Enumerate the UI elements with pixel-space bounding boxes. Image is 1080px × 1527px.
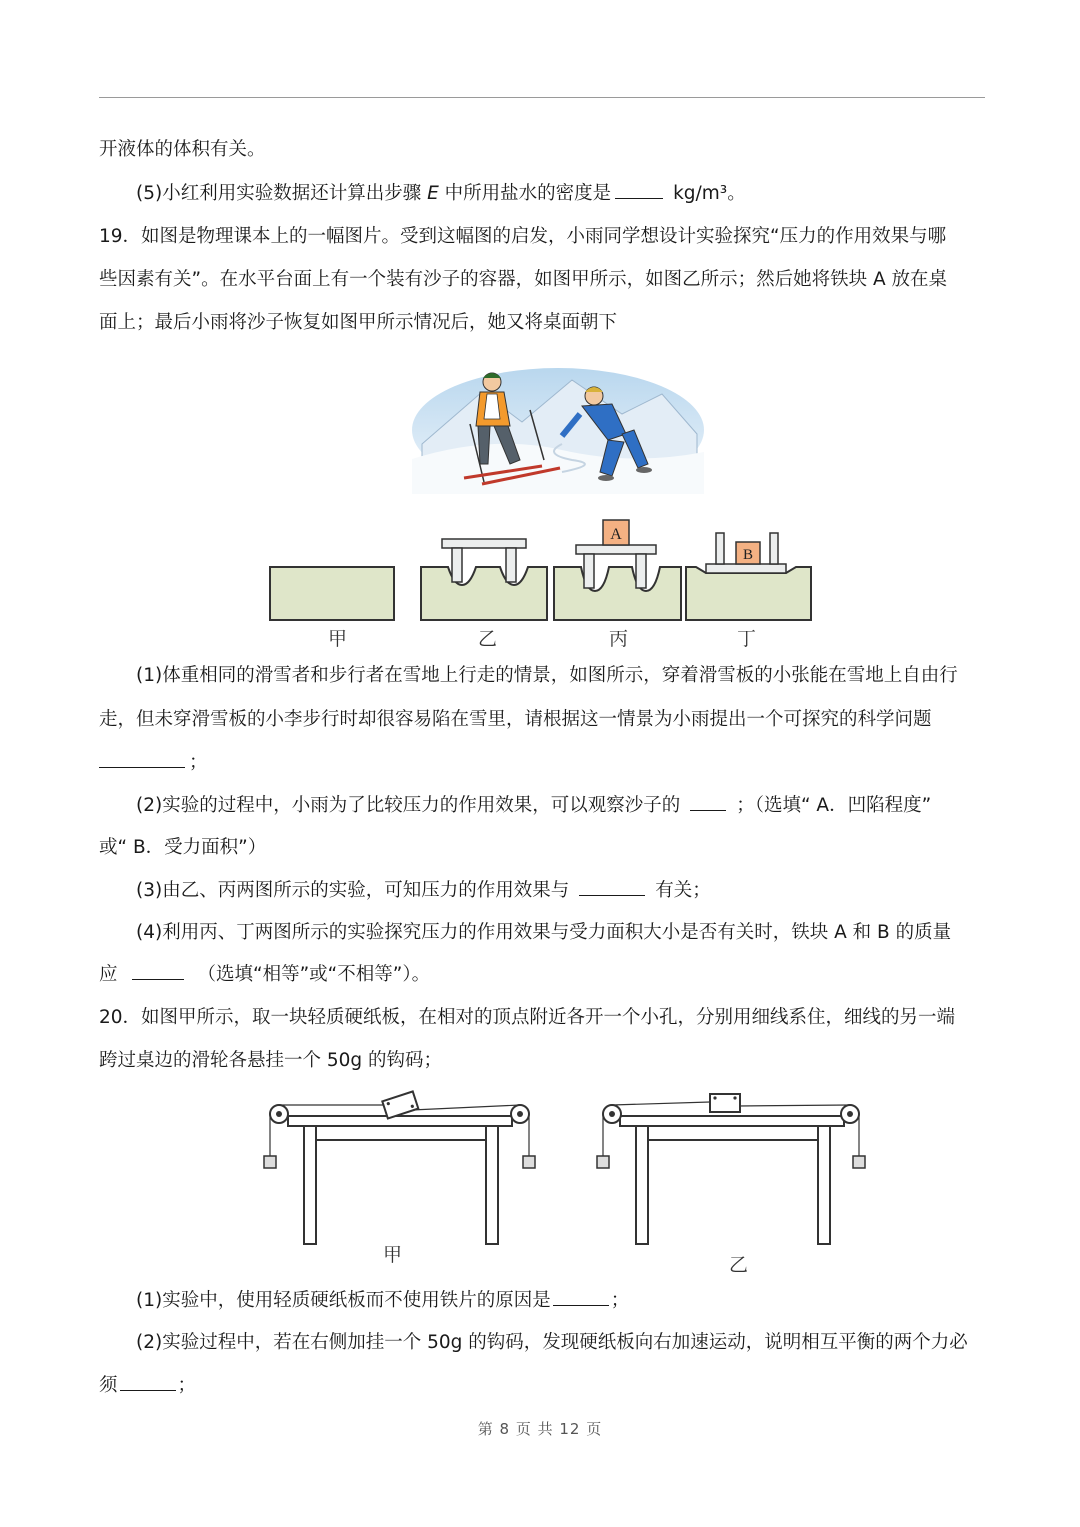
sand-experiment-figure <box>266 515 816 655</box>
answer-blank[interactable] <box>99 749 185 768</box>
q20-part2-line1: (2)实验过程中，若在右侧加挂一个 50g 的钩码，发现硬纸板向右加速运动，说明相互平衡的两个力必 <box>136 1332 968 1353</box>
q20-stem-line1: 20．如图甲所示，取一块轻质硬纸板，在相对的顶点附近各开一个小孔，分别用细线系住，细线的另一端 <box>99 1007 956 1028</box>
label-jia: 甲 <box>328 628 348 650</box>
q19-part3: (3)由乙、丙两图所示的实验，可知压力的作用效果与 有关； <box>136 877 1026 905</box>
q19-stem-line3: 面上；最后小雨将沙子恢复如图甲所示情况后，她又将桌面朝下 <box>99 312 618 333</box>
q18-part5: (5)小红利用实验数据还计算出步骤 E 中所用盐水的密度是 kg/m³。 <box>136 180 1026 208</box>
answer-blank[interactable] <box>553 1287 609 1306</box>
q19-stem-line2: 些因素有关”。在水平台面上有一个装有沙子的容器，如图甲所示，如图乙所示；然后她将铁块 A 放在桌 <box>99 269 948 290</box>
q20-stem-line2: 跨过桌边的滑轮各悬挂一个 50g 的钩码； <box>99 1050 443 1071</box>
q19-part1-line3: ； <box>99 749 989 777</box>
label-bing: 丙 <box>609 628 629 650</box>
pulley-table-figure <box>258 1090 870 1250</box>
answer-blank[interactable] <box>132 961 184 980</box>
block-a-label: A <box>610 526 622 543</box>
container-ding <box>686 567 811 620</box>
q19-part4-line2: 应 （选填“相等”或“不相等”）。 <box>99 961 989 989</box>
skier-walker-illustration <box>412 364 704 494</box>
label-ding: 丁 <box>737 628 757 650</box>
label-yi: 乙 <box>478 628 498 650</box>
hook-weight <box>597 1156 609 1168</box>
q20-part2-line2: 须 ； <box>99 1372 989 1400</box>
table-jia <box>264 1091 535 1244</box>
hook-weight <box>853 1156 865 1168</box>
page-footer: 第 8 页 共 12 页 <box>477 1420 603 1438</box>
answer-blank[interactable] <box>120 1372 176 1391</box>
hook-weight <box>523 1156 535 1168</box>
table-yi <box>597 1094 865 1244</box>
label-jia-20: 甲 <box>383 1244 403 1266</box>
q20-part1: (1)实验中，使用轻质硬纸板而不使用铁片的原因是 ； <box>136 1287 1026 1315</box>
answer-blank[interactable] <box>615 180 663 199</box>
container-yi <box>421 567 547 620</box>
q19-part2-line1: (2)实验的过程中，小雨为了比较压力的作用效果，可以观察沙子的 ；（选填“ A．凹陷程度” <box>136 792 1026 820</box>
q19-part2-line2: 或“ B．受力面积”） <box>99 837 267 858</box>
container-bing <box>554 567 681 620</box>
q19-stem-line1: 19．如图是物理课本上的一幅图片。受到这幅图的启发，小雨同学想设计实验探究“压力的作用效果与哪 <box>99 226 947 247</box>
label-yi-20: 乙 <box>729 1254 749 1276</box>
q18-continuation: 开液体的体积有关。 <box>99 139 266 160</box>
answer-blank[interactable] <box>690 792 726 811</box>
answer-blank[interactable] <box>579 877 645 896</box>
header-rule <box>99 97 985 98</box>
q19-part4-line1: (4)利用丙、丁两图所示的实验探究压力的作用效果与受力面积大小是否有关时，铁块 A 和 B 的质量 <box>136 922 952 943</box>
step-e-var: E <box>427 183 439 204</box>
q19-part1-line2: 走，但未穿滑雪板的小李步行时却很容易陷在雪里，请根据这一情景为小雨提出一个可探究的科学问题 <box>99 709 932 730</box>
container-jia <box>270 567 394 620</box>
hook-weight <box>264 1156 276 1168</box>
block-b-label: B <box>742 547 754 563</box>
q19-part1-line1: (1)体重相同的滑雪者和步行者在雪地上行走的情景，如图所示，穿着滑雪板的小张能在雪地上自由行 <box>136 665 958 686</box>
